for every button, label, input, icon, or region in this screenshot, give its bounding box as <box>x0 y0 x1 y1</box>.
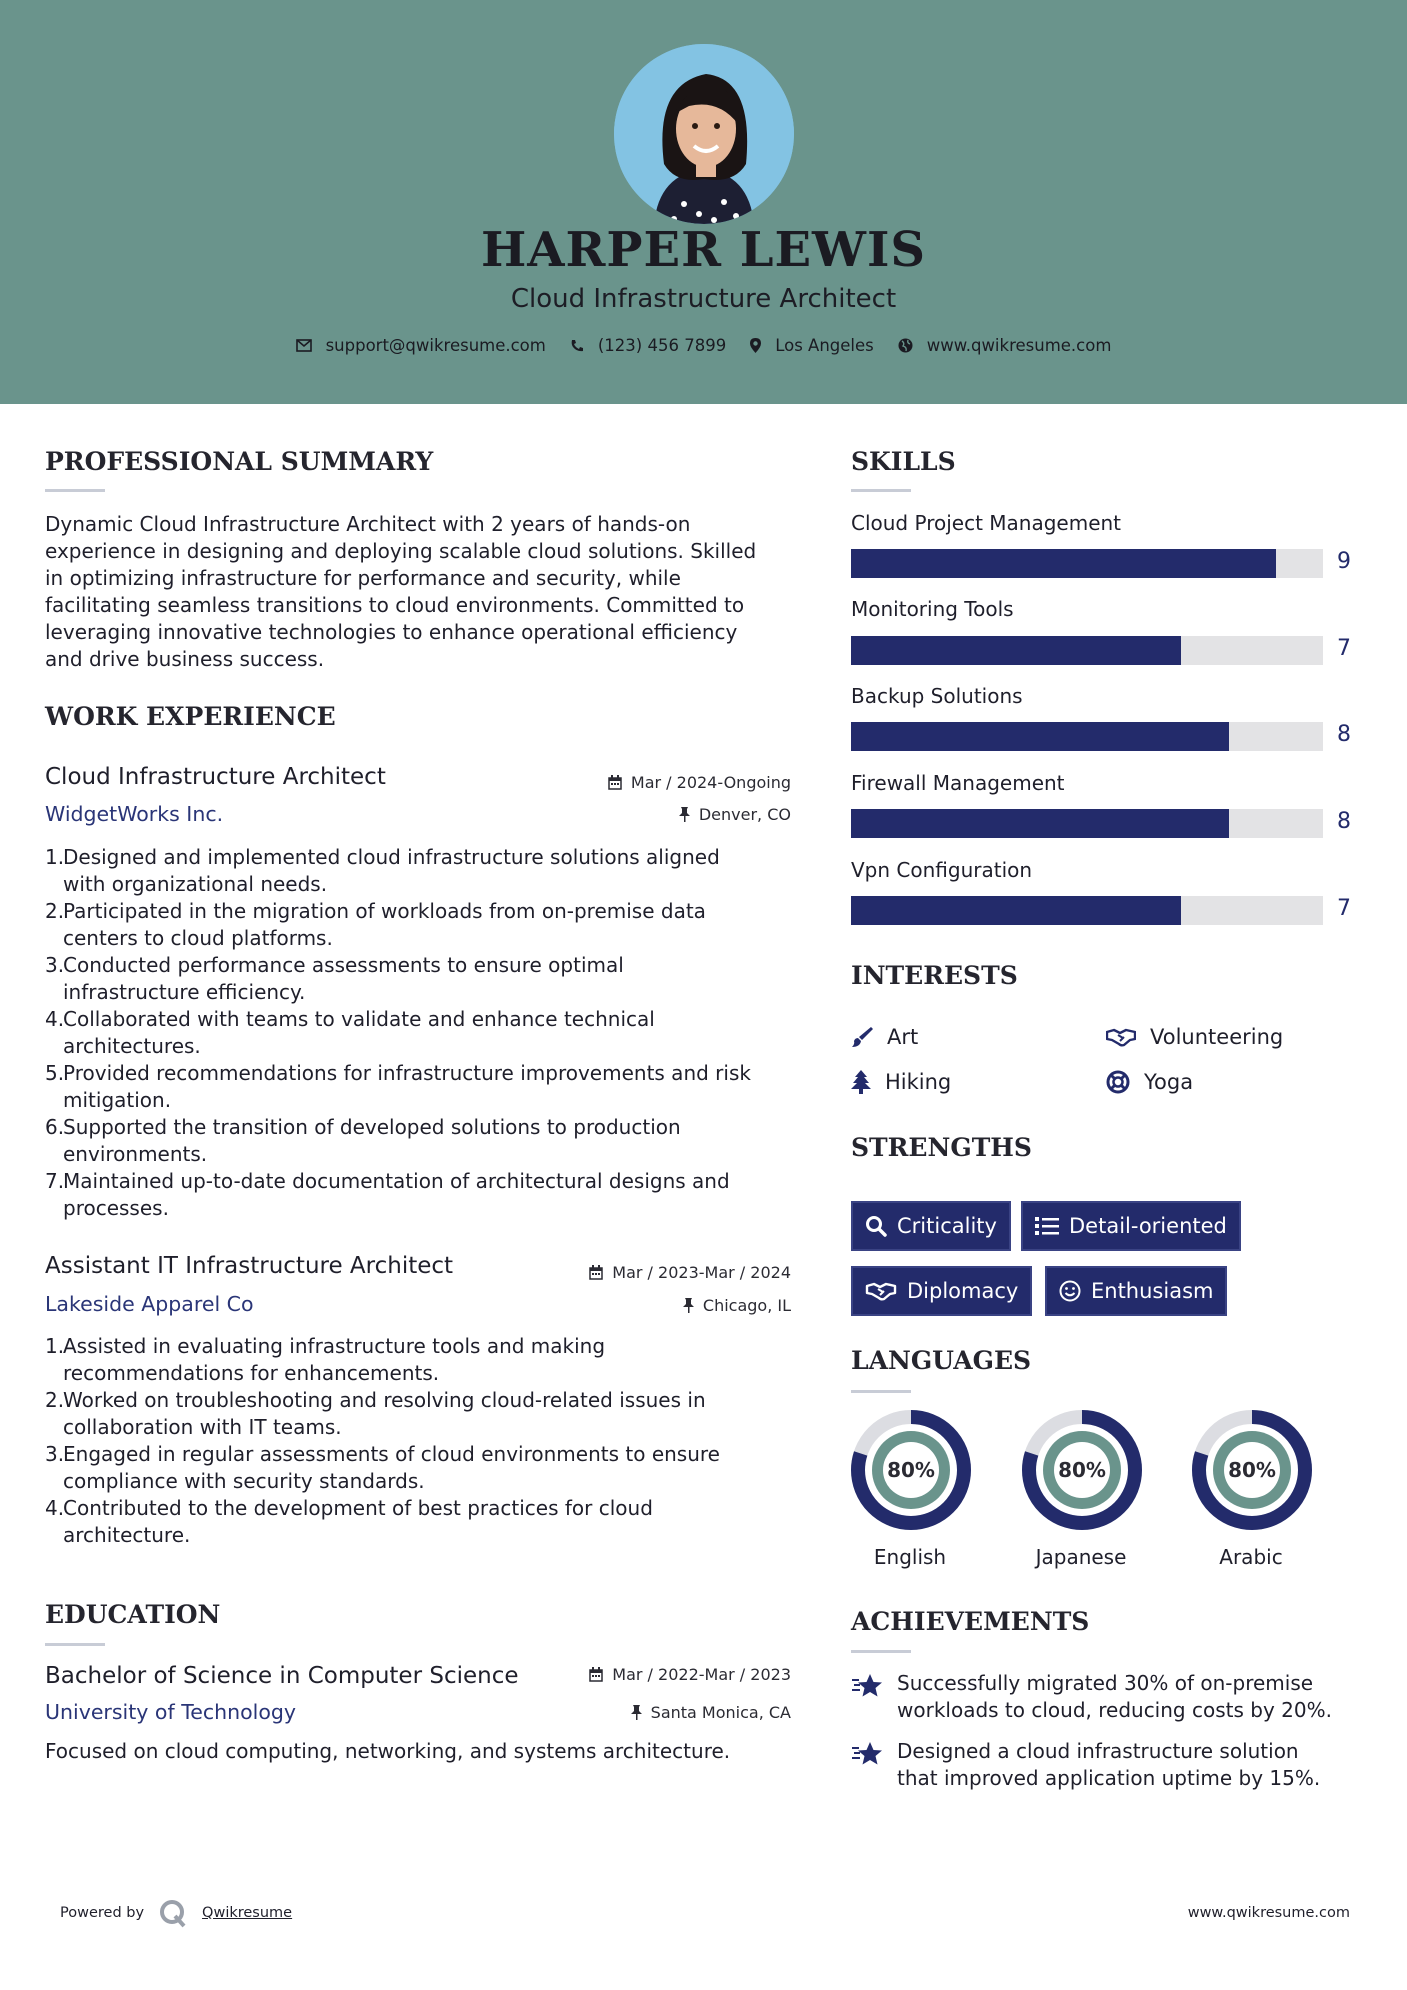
calendar-icon <box>589 1265 603 1280</box>
language-gauge <box>1190 1408 1314 1536</box>
language-label: Japanese <box>1035 1545 1127 1569</box>
education-location <box>500 1703 791 1722</box>
skill-bar <box>851 636 1323 665</box>
contact-bar <box>0 336 1407 355</box>
gauge-percent: 80% <box>887 1458 935 1482</box>
calendar-icon <box>608 775 622 790</box>
skill-label: Cloud Project Management <box>851 511 1122 535</box>
strength-label: Enthusiasm <box>1091 1279 1214 1303</box>
job-location <box>500 1296 791 1315</box>
website-text: www.qwikresume.com <box>926 336 1112 355</box>
achievement-line: Successfully migrated 30% of on-premise <box>897 1671 1314 1695</box>
dates-text: Mar / 2024-Ongoing <box>630 773 791 792</box>
skill-bar-fill <box>851 636 1181 665</box>
school-name: University of Technology <box>45 1700 297 1724</box>
list-item: 2. Participated in the migration of workloads from on-premise data centers to cloud platforms. <box>45 899 706 950</box>
interest-label: Yoga <box>1144 1070 1194 1094</box>
list-item: 1. Assisted in evaluating infrastructure tools and making recommendations for enhancements. <box>45 1334 606 1385</box>
achievement-line: workloads to cloud, reducing costs by 20%. <box>897 1698 1332 1722</box>
skill-bar <box>851 549 1323 578</box>
job-company: WidgetWorks Inc. <box>45 802 224 826</box>
powered-by <box>60 1898 292 1928</box>
list-icon <box>1035 1216 1059 1236</box>
footer-website[interactable]: www.qwikresume.com <box>1187 1905 1350 1921</box>
powered-by-label: Powered by <box>60 1905 145 1921</box>
lifebuoy-icon <box>1106 1070 1130 1094</box>
interest-label: Art <box>887 1025 919 1049</box>
skill-label: Backup Solutions <box>851 684 1023 708</box>
skill-value: 9 <box>1337 549 1351 574</box>
summary-line: in optimizing infrastructure for performance and security, while <box>45 566 681 590</box>
skill-value: 8 <box>1337 809 1351 834</box>
gauge-percent: 80% <box>1228 1458 1276 1482</box>
experience-heading: WORK EXPERIENCE <box>45 702 336 731</box>
language-gauge <box>849 1408 973 1536</box>
strength-label: Criticality <box>897 1214 997 1238</box>
language-gauge <box>1020 1408 1144 1536</box>
achievements-heading: ACHIEVEMENTS <box>851 1607 1090 1636</box>
list-item: 5. Provided recommendations for infrastructure improvements and risk mitigation. <box>45 1061 751 1112</box>
achievement-item <box>851 1738 1320 1792</box>
tree-icon <box>851 1070 871 1094</box>
candidate-name: HARPER LEWIS <box>480 222 927 278</box>
skills-heading: SKILLS <box>851 447 956 476</box>
list-item: 4. Collaborated with teams to validate and enhance technical architectures. <box>45 1007 655 1058</box>
interest-item <box>851 1070 951 1094</box>
donut-gauge <box>1020 1408 1144 1532</box>
skill-label: Firewall Management <box>851 771 1065 795</box>
achievement-line: Designed a cloud infrastructure solution <box>897 1739 1299 1763</box>
job-company: Lakeside Apparel Co <box>45 1292 254 1316</box>
skill-value: 7 <box>1337 636 1351 661</box>
list-item: 7. Maintained up-to-date documentation of architectural designs and processes. <box>45 1169 730 1220</box>
dates-text: Mar / 2023-Mar / 2024 <box>612 1263 791 1282</box>
education-dates <box>500 1665 791 1684</box>
skill-label: Vpn Configuration <box>851 858 1033 882</box>
donut-gauge <box>849 1408 973 1532</box>
achievements-divider <box>851 1650 911 1653</box>
smile-icon <box>1059 1280 1081 1302</box>
pushpin-icon <box>679 807 690 822</box>
job-dates <box>500 773 791 792</box>
list-item: 2. Worked on troubleshooting and resolving cloud-related issues in collaboration with IT teams. <box>45 1388 706 1439</box>
job-bullets <box>45 844 805 1222</box>
summary-heading: PROFESSIONAL SUMMARY <box>45 447 434 476</box>
skill-bar-fill <box>851 809 1229 838</box>
phone-icon <box>570 339 584 353</box>
language-label: English <box>873 1545 947 1569</box>
list-item: 1. Designed and implemented cloud infrastructure solutions aligned with organizational needs. <box>45 845 720 896</box>
contact-location <box>750 336 874 355</box>
summary-line: and drive business success. <box>45 647 325 671</box>
location-text: Denver, CO <box>698 805 791 824</box>
skill-bar <box>851 809 1323 838</box>
interest-item <box>1106 1070 1193 1094</box>
globe-icon <box>898 338 913 353</box>
pushpin-icon <box>683 1298 694 1313</box>
strength-chip <box>1045 1266 1227 1316</box>
job-role: Cloud Infrastructure Architect <box>45 764 386 790</box>
dates-text: Mar / 2022-Mar / 2023 <box>612 1665 791 1684</box>
interest-label: Volunteering <box>1150 1025 1284 1049</box>
calendar-icon <box>589 1667 603 1682</box>
brand-link[interactable]: Qwikresume <box>202 1905 293 1921</box>
qwikresume-logo-icon <box>158 1898 188 1928</box>
interest-label: Hiking <box>885 1070 952 1094</box>
pushpin-icon <box>631 1705 642 1720</box>
job-dates <box>500 1263 791 1282</box>
languages-divider <box>851 1390 911 1393</box>
list-item: 3. Conducted performance assessments to ensure optimal infrastructure efficiency. <box>45 953 624 1004</box>
summary-line: experience in designing and deploying scalable cloud solutions. Skilled <box>45 539 757 563</box>
language-label: Arabic <box>1219 1545 1283 1569</box>
skill-label: Monitoring Tools <box>851 597 1014 621</box>
handshake-icon <box>1106 1027 1136 1047</box>
search-icon <box>865 1215 887 1237</box>
summary-line: leveraging innovative technologies to enhance operational efficiency <box>45 620 738 644</box>
job-role: Assistant IT Infrastructure Architect <box>45 1253 454 1279</box>
education-description: Focused on cloud computing, networking, and systems architecture. <box>45 1739 731 1763</box>
strength-chip <box>851 1201 1011 1251</box>
skills-divider <box>851 489 911 492</box>
donut-gauge <box>1190 1408 1314 1532</box>
strengths-heading: STRENGTHS <box>851 1133 1032 1162</box>
profile-photo <box>614 44 794 224</box>
contact-email[interactable] <box>296 336 546 355</box>
interest-item <box>851 1025 918 1049</box>
skill-bar-fill <box>851 549 1276 578</box>
gauge-percent: 80% <box>1058 1458 1106 1482</box>
interests-heading: INTERESTS <box>851 961 1018 990</box>
envelope-icon <box>296 339 312 352</box>
skill-bar <box>851 722 1323 751</box>
education-heading: EDUCATION <box>45 1600 221 1629</box>
education-divider <box>45 1643 105 1646</box>
paintbrush-icon <box>851 1026 873 1048</box>
skill-value: 8 <box>1337 722 1351 747</box>
degree-title: Bachelor of Science in Computer Science <box>45 1663 519 1689</box>
strength-label: Diplomacy <box>907 1279 1019 1303</box>
skill-bar-fill <box>851 722 1229 751</box>
map-pin-icon <box>750 338 761 353</box>
summary-text <box>45 511 795 673</box>
list-item: 4. Contributed to the development of best practices for cloud architecture. <box>45 1496 653 1547</box>
achievement-line: that improved application uptime by 15%. <box>897 1766 1321 1790</box>
achievement-item <box>851 1670 1332 1724</box>
email-text: support@qwikresume.com <box>325 336 546 355</box>
star-medal-icon <box>851 1672 885 1700</box>
summary-line: Dynamic Cloud Infrastructure Architect with 2 years of hands-on <box>45 512 691 536</box>
location-text: Los Angeles <box>775 336 874 355</box>
list-item: 6. Supported the transition of developed solutions to production environments. <box>45 1115 681 1166</box>
job-bullets <box>45 1333 805 1549</box>
strength-label: Detail-oriented <box>1069 1214 1227 1238</box>
contact-website[interactable] <box>898 336 1112 355</box>
handshake-icon <box>865 1281 897 1301</box>
summary-divider <box>45 489 105 492</box>
location-text: Santa Monica, CA <box>650 1703 791 1722</box>
candidate-title: Cloud Infrastructure Architect <box>510 284 897 314</box>
phone-text: (123) 456 7899 <box>597 336 727 355</box>
skill-value: 7 <box>1337 896 1351 921</box>
interest-item <box>1106 1025 1283 1049</box>
strength-chip <box>1021 1201 1241 1251</box>
star-medal-icon <box>851 1740 885 1768</box>
location-text: Chicago, IL <box>702 1296 791 1315</box>
summary-line: facilitating seamless transitions to cloud environments. Committed to <box>45 593 745 617</box>
skill-bar <box>851 896 1323 925</box>
list-item: 3. Engaged in regular assessments of cloud environments to ensure compliance with security standards. <box>45 1442 720 1493</box>
strength-chip <box>851 1266 1032 1316</box>
contact-phone[interactable] <box>570 336 726 355</box>
languages-heading: LANGUAGES <box>851 1346 1032 1375</box>
skill-bar-fill <box>851 896 1181 925</box>
job-location <box>500 805 791 824</box>
